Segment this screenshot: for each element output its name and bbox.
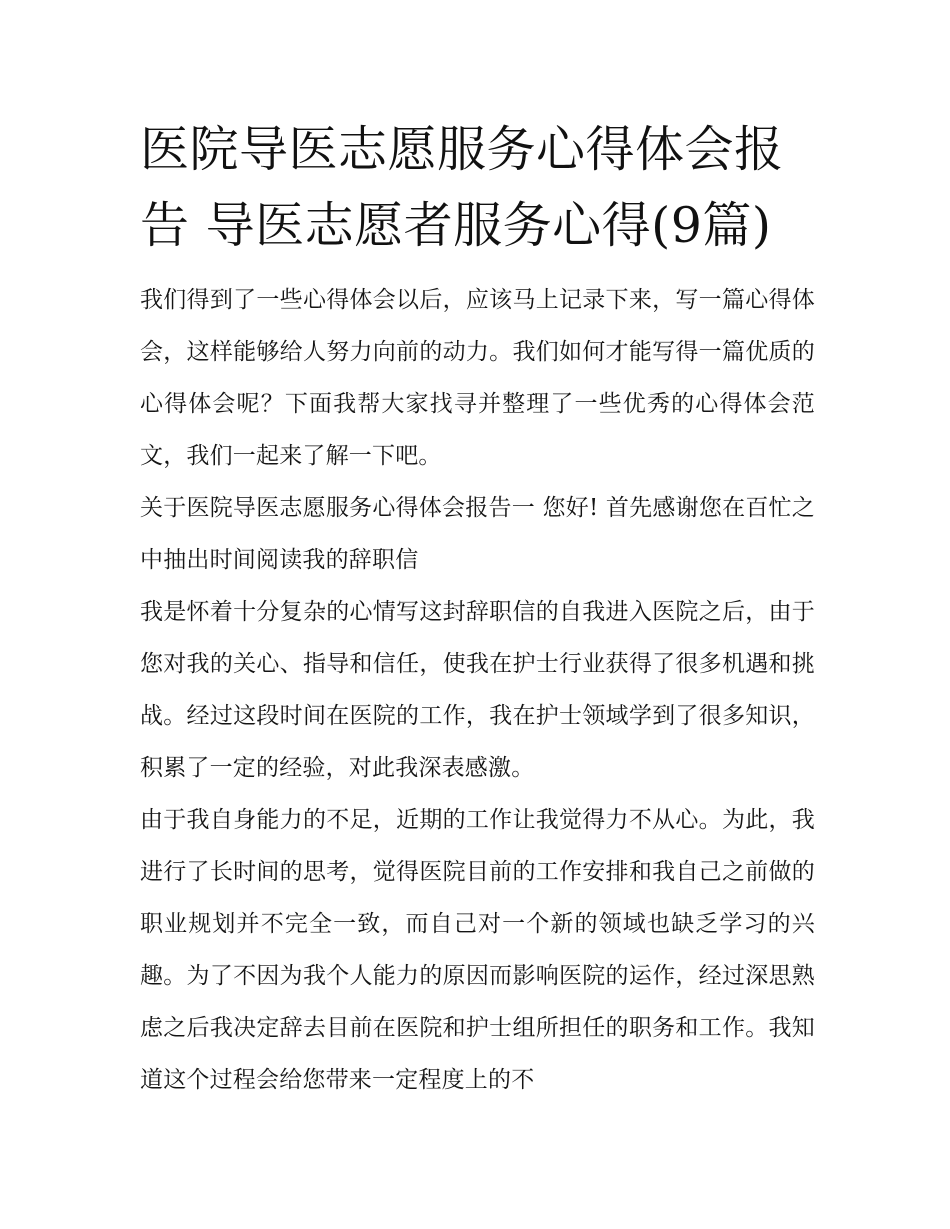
document-page [140,112,815,1106]
document-title: 医院导医志愿服务心得体会报告 导医志愿者服务心得(9篇) [140,121,784,254]
document-body [140,274,815,1106]
paragraph-section-heading: 关于医院导医志愿服务心得体会报告一 您好! 首先感谢您在百忙之中抽出时间阅读我的辞职信 [140,495,815,573]
paragraph-gratitude: 我是怀着十分复杂的心情写这封辞职信的自我进入医院之后，由于您对我的关心、指导和信任，使我在护士行业获得了很多机遇和挑战。经过这段时间在医院的工作，我在护士领域学到了很多知识，积累了一定的经验，对此我深表感激。 [140,599,815,781]
paragraph-intro: 我们得到了一些心得体会以后，应该马上记录下来，写一篇心得体会，这样能够给人努力向前的动力。我们如何才能写得一篇优质的心得体会呢？下面我帮大家找寻并整理了一些优秀的心得体会范文，我们一起来了解一下吧。 [140,287,815,469]
paragraph-resignation-reason: 由于我自身能力的不足，近期的工作让我觉得力不从心。为此，我进行了长时间的思考，觉得医院目前的工作安排和我自己之前做的职业规划并不完全一致，而自己对一个新的领域也缺乏学习的兴趣。为了不因为我个人能力的原因而影响医院的运作，经过深思熟虑之后我决定辞去目前在医院和护士组所担任的职务和工作。我知道这个过程会给您带来一定程度上的不 [140,807,815,1093]
